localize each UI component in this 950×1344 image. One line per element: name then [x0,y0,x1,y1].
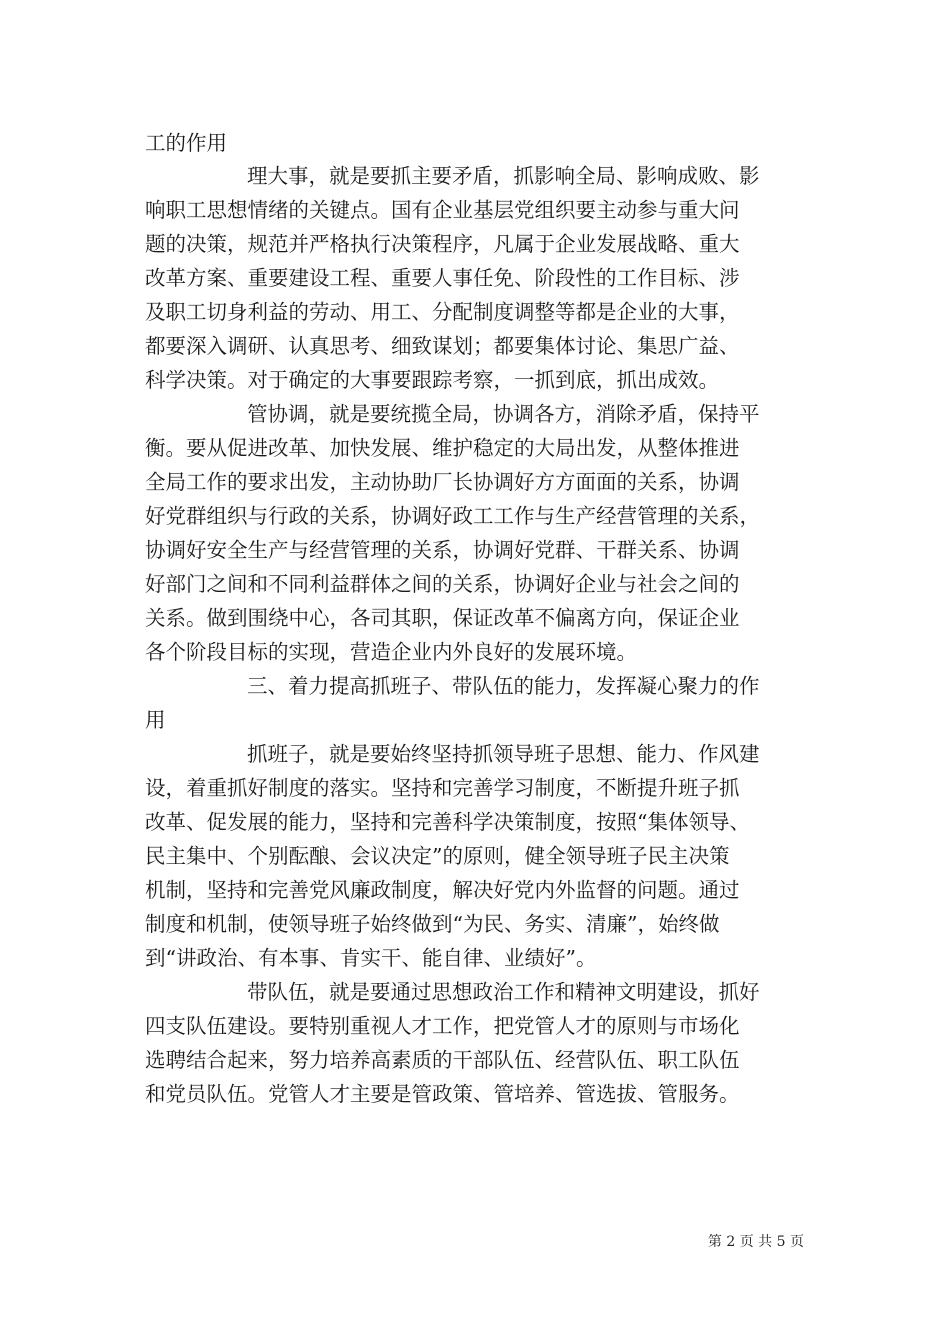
text-line: 及职工切身利益的劳动、用工、分配制度调整等都是企业的大事， [145,300,740,324]
paragraph-first-line: 抓班子，就是要始终坚持抓领导班子思想、能力、作风建 [247,742,760,766]
paragraph-first-line: 管协调，就是要统揽全局，协调各方，消除矛盾，保持平 [247,402,760,426]
text-line: 都要深入调研、认真思考、细致谋划；都要集体讨论、集思广益、 [145,334,740,358]
text-line: 选聘结合起来，努力培养高素质的干部队伍、经营队伍、职工队伍 [145,1048,740,1072]
text-line: 好部门之间和不同利益群体之间的关系，协调好企业与社会之间的 [145,572,740,596]
text-line: 改革、促发展的能力，坚持和完善科学决策制度，按照“集体领导、 [145,810,750,834]
text-line: 题的决策，规范并严格执行决策程序，凡属于企业发展战略、重大 [145,232,740,256]
text-line: 和党员队伍。党管人才主要是管政策、管培养、管选拔、管服务。 [145,1082,740,1106]
paragraph-first-line: 带队伍，就是要通过思想政治工作和精神文明建设，抓好 [247,980,760,1004]
paragraph-first-line: 理大事，就是要抓主要矛盾，抓影响全局、影响成败、影 [247,164,760,188]
text-line: 机制，坚持和完善党风廉政制度，解决好党内外监督的问题。通过 [145,878,740,902]
section-heading-continued: 用 [145,708,166,732]
text-line: 各个阶段目标的实现，营造企业内外良好的发展环境。 [145,640,637,664]
text-line: 响职工思想情绪的关键点。国有企业基层党组织要主动参与重大问 [145,198,740,222]
text-line: 民主集中、个别酝酿、会议决定”的原则，健全领导班子民主决策 [145,844,730,868]
text-line: 四支队伍建设。要特别重视人才工作，把党管人才的原则与市场化 [145,1014,740,1038]
section-heading: 三、着力提高抓班子、带队伍的能力，发挥凝心聚力的作 [247,674,760,698]
text-line: 改革方案、重要建设工程、重要人事任免、阶段性的工作目标、涉 [145,266,740,290]
text-line: 制度和机制，使领导班子始终做到“为民、务实、清廉”，始终做 [145,912,720,936]
text-line: 关系。做到围绕中心，各司其职，保证改革不偏离方向，保证企业 [145,606,740,630]
text-line: 衡。要从促进改革、加快发展、维护稳定的大局出发，从整体推进 [145,436,740,460]
text-line: 工的作用 [145,131,227,155]
page-number-footer: 第 2 页 共 5 页 [707,1234,804,1250]
text-line: 到“讲政治、有本事、肯实干、能自律、业绩好”。 [145,946,597,970]
text-line: 好党群组织与行政的关系，协调好政工工作与生产经营管理的关系， [145,504,760,528]
text-line: 科学决策。对于确定的大事要跟踪考察，一抓到底，抓出成效。 [145,368,719,392]
text-line: 全局工作的要求出发，主动协助厂长协调好方方面面的关系，协调 [145,470,740,494]
text-line: 协调好安全生产与经营管理的关系，协调好党群、干群关系、协调 [145,538,740,562]
text-line: 设，着重抓好制度的落实。坚持和完善学习制度，不断提升班子抓 [145,776,740,800]
